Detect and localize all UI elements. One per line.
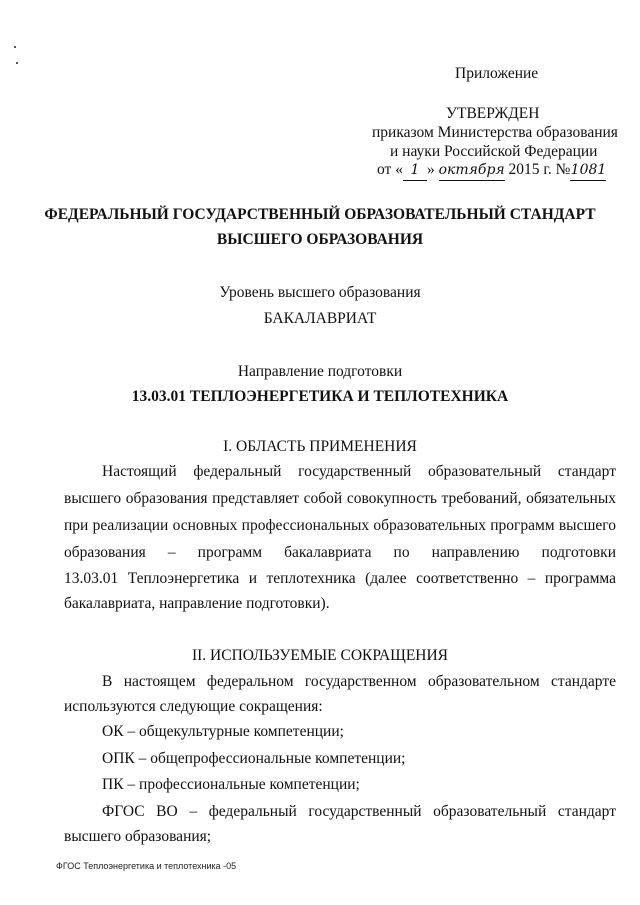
order-number: 1081 — [570, 160, 606, 181]
section-2-heading: II. ИСПОЛЬЗУЕМЫЕ СОКРАЩЕНИЯ — [191, 647, 449, 664]
date-month: октября — [439, 160, 505, 181]
title-line-1: ФЕДЕРАЛЬНЫЙ ГОСУДАРСТВЕННЫЙ ОБРАЗОВАТЕЛЬНЫЙ СТАНДАРТ — [44, 206, 596, 223]
order-line-1: приказом Министерства образования — [372, 124, 618, 141]
abbr-opk: ОПК – общепрофессиональные компетенции; — [102, 750, 406, 767]
page-footer: ФГОС Теплоэнергетика и теплотехника -05 — [56, 861, 237, 871]
level-label: Уровень высшего образования — [219, 284, 421, 301]
title-line-2: ВЫСШЕГО ОБРАЗОВАНИЯ — [216, 231, 424, 248]
direction-label: Направление подготовки — [237, 363, 403, 380]
section-1-heading: I. ОБЛАСТЬ ПРИМЕНЕНИЯ — [223, 438, 417, 455]
scan-speck — [16, 62, 18, 64]
abbr-ok: ОК – общекультурные компетенции; — [102, 723, 344, 740]
section-2-intro-line: используются следующие сокращения: — [64, 698, 323, 715]
section-1-line: 13.03.01 Теплоэнергетика и теплотехника (далее соответственно – программа — [64, 570, 616, 587]
section-1-line: бакалавриата, направление подготовки). — [64, 595, 330, 612]
order-date-line — [377, 160, 606, 181]
scan-speck — [14, 46, 16, 48]
section-2-intro-line: В настоящем федеральном государственном образовательном стандарте — [102, 673, 616, 690]
abbr-pk: ПК – профессиональные компетенции; — [102, 776, 360, 793]
order-line-2: и науки Российской Федерации — [390, 143, 598, 160]
date-year: 2015 г. № — [508, 161, 571, 178]
section-1-line: Настоящий федеральный государственный образовательный стандарт — [102, 463, 616, 480]
section-1-line: при реализации основных профессиональных образовательных программ высшего — [64, 517, 616, 534]
date-day: 1 — [403, 160, 427, 181]
level-value: БАКАЛАВРИАТ — [263, 310, 377, 327]
appendix-label: Приложение — [455, 65, 539, 82]
approved-label: УТВЕРЖДЕН — [446, 105, 540, 122]
direction-value: 13.03.01 ТЕПЛОЭНЕРГЕТИКА И ТЕПЛОТЕХНИКА — [131, 388, 509, 405]
section-1-line: высшего образования представляет собой совокупность требований, обязательных — [64, 490, 616, 507]
date-mid: » — [426, 161, 435, 178]
section-1-line: образования – программ бакалавриата по направлению подготовки — [64, 544, 616, 561]
date-prefix: от « — [377, 161, 403, 178]
abbr-fgos-line: высшего образования; — [64, 828, 212, 845]
abbr-fgos-line: ФГОС ВО – федеральный государственный образовательный стандарт — [102, 803, 616, 820]
